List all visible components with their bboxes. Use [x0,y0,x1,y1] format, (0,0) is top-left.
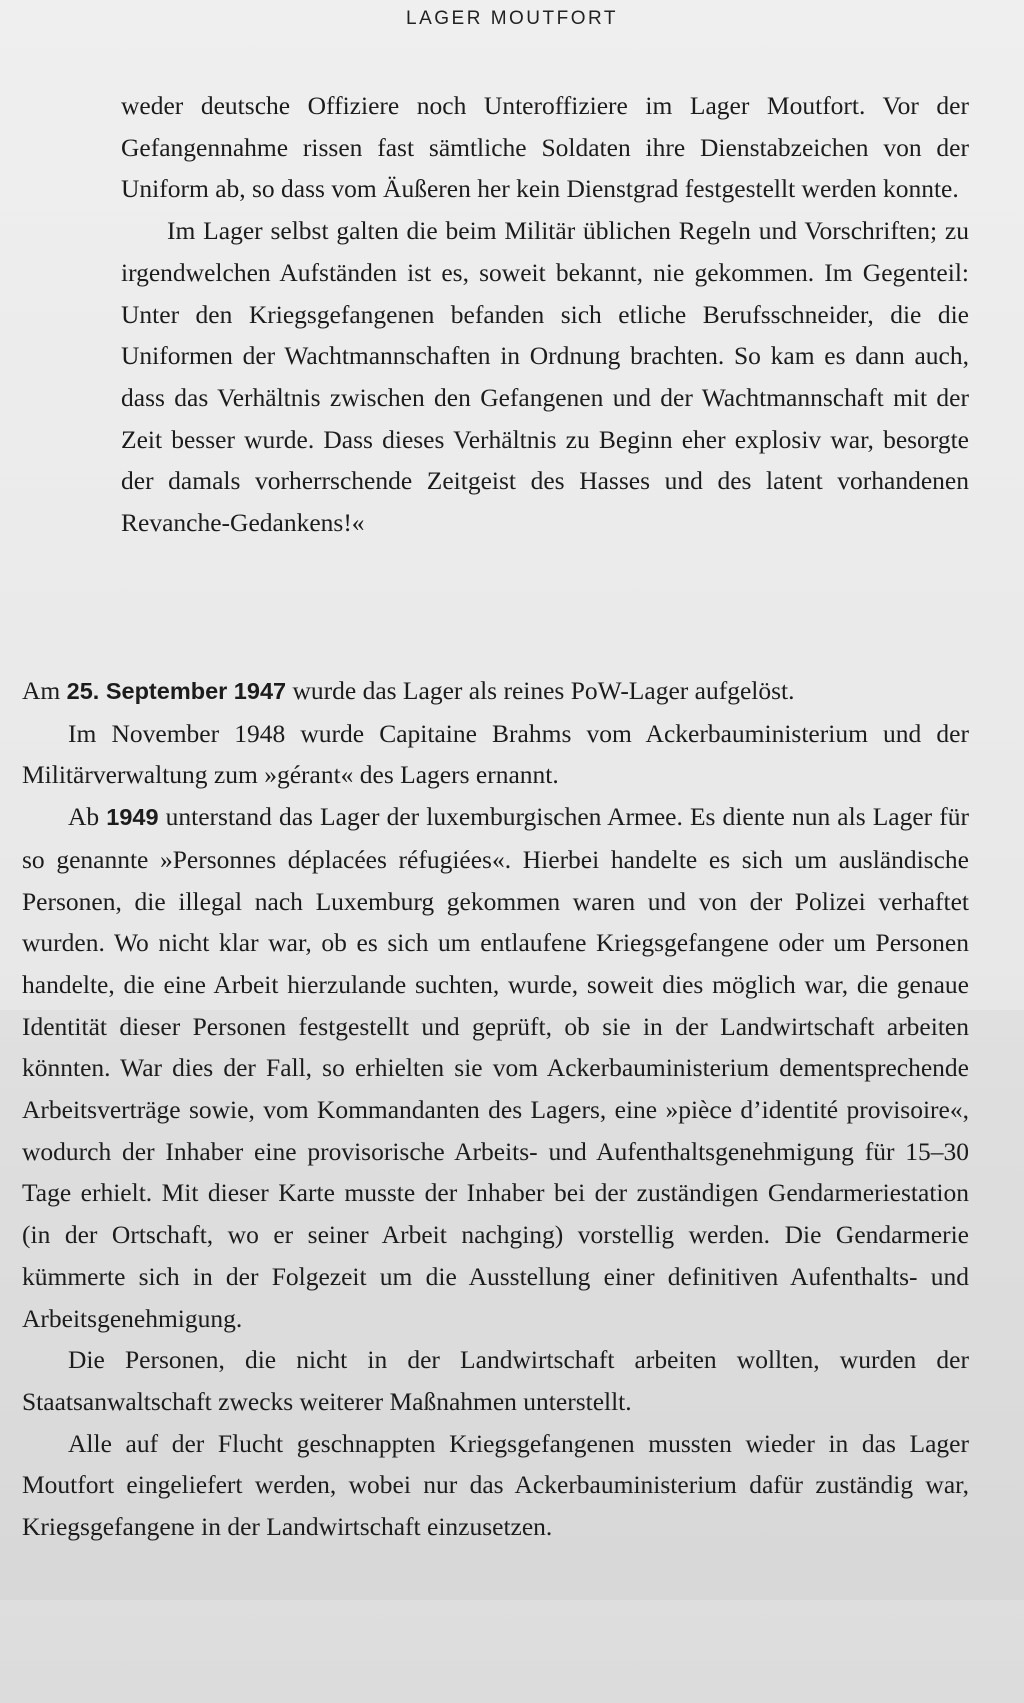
quote-paragraph-1: weder deutsche Offiziere noch Unteroffiziere im Lager Moutfort. Vor der Gefangennahme rissen fast sämtliche Soldaten ihre Dienstabzeichen von der Uniform ab, so dass vom Äußeren her kein Dienstgrad festgestellt werden konnte. [121,91,969,204]
main-paragraph-1-pre: Am [22,676,67,705]
main-paragraph-1 [22,670,969,713]
date-25-september-1947: 25. September 1947 [66,678,287,704]
quote-paragraph-2: Im Lager selbst galten die beim Militär üblichen Regeln und Vorschriften; zu irgendwelchen Aufständen ist es, soweit bekannt, nie gekommen. Im Gegenteil: Unter den Kriegsgefangenen befanden sich etliche Berufsschneider, die die Uniformen der Wachtmannschaften in Ordnung brachten. So kam es dann auch, dass das Verhältnis zwischen den Gefangenen und der Wachtmannschaft mit der Zeit besser wurde. Dass dieses Verhältnis zu Beginn eher explosiv war, besorgte der damals vorherrschende Zeitgeist des Hasses und des latent vorhandenen Revanche-Gedankens!« [121,216,969,538]
main-paragraph-4: Die Personen, die nicht in der Landwirtschaft arbeiten wollten, wurden der Staatsanwaltschaft zwecks weiterer Maßnahmen unterstellt. [22,1345,969,1416]
main-paragraph-3 [22,796,969,1339]
main-paragraph-5: Alle auf der Flucht geschnappten Kriegsgefangenen mussten wieder in das Lager Moutfort eingeliefert werden, wobei nur das Ackerbauministerium dafür zuständig war, Kriegsgefangene in der Landwirtschaft einzusetzen. [22,1428,969,1542]
main-paragraph-2: Im November 1948 wurde Capitaine Brahms vom Ackerbauministerium und der Militärverwaltung zum »gérant« des Lagers ernannt. [22,718,969,790]
year-1949: 1949 [106,804,159,831]
quote-block [121,85,969,544]
main-text [22,670,969,1548]
main-paragraph-3-post: unterstand das Lager der luxemburgischen Armee. Es diente nun als Lager für so genannte »Personnes déplacées réfugiées«. Hierbei handelte es sich um ausländische Personen, die illegal nach Luxemburg gekommen waren und von der Polizei verhaftet wurden. Wo nicht klar war, ob es sich um entlaufene Kriegsgefangene oder um Personen handelte, die eine Arbeit hierzulande suchten, wurde, soweit dies möglich war, die genaue Identität dieser Personen festgestellt und geprüft, ob sie in der Landwirtschaft arbeiten könnten. War dies der Fall, so erhielten sie vom Ackerbauministerium dementsprechende Arbeitsverträge sowie, vom Kommandanten des Lagers, eine »pièce d’identité provisoire«, wodurch der Inhaber eine provisorische Arbeits- und Aufenthaltsgenehmigung für 15–30 Tage erhielt. Mit dieser Karte musste der Inhaber bei der zuständigen Gendarmeriestation (in der Ortschaft, wo er seiner Arbeit nachging) vorstellig werden. Die Gendarmerie kümmerte sich in der Folgezeit um die Ausstellung einer definitiven Aufenthalts- und Arbeitsgenehmigung. [22,802,969,1333]
main-paragraph-1-post: wurde das Lager als reines PoW-Lager aufgelöst. [286,676,795,705]
running-head: LAGER MOUTFORT [406,8,618,29]
main-paragraph-3-pre: Ab [68,802,107,832]
